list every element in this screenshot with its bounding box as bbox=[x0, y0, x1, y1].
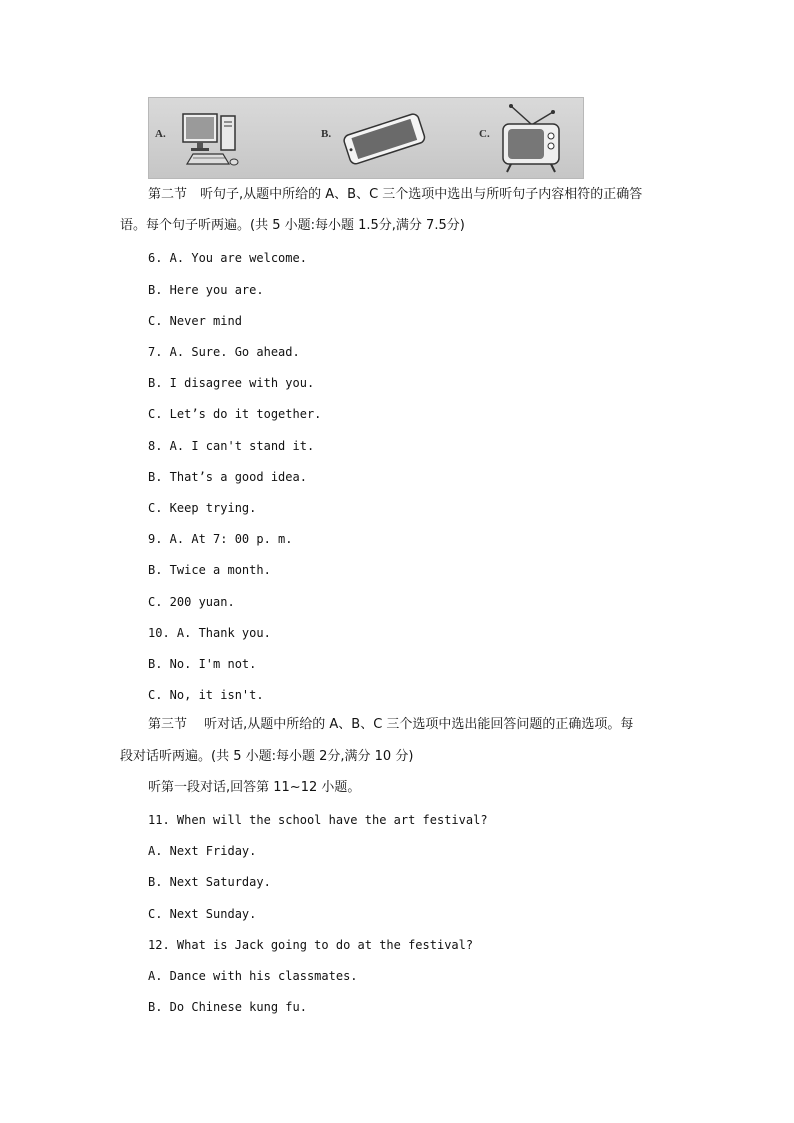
option-a-label: A. bbox=[155, 128, 166, 140]
list-item: C. No, it isn't. bbox=[148, 688, 264, 702]
television-icon bbox=[497, 102, 567, 176]
listening-picture-options bbox=[148, 97, 584, 179]
section2-heading-line1: 第二节 听句子,从题中所给的 A、B、C 三个选项中选出与所听句子内容相符的正确答 bbox=[148, 187, 643, 202]
section2-heading-line2: 语。每个句子听两遍。(共 5 小题:每小题 1.5分,满分 7.5分) bbox=[120, 218, 465, 233]
smartphone-icon bbox=[339, 110, 429, 166]
option-b-label: B. bbox=[321, 128, 332, 140]
list-item: 10. A. Thank you. bbox=[148, 626, 271, 640]
list-item: 9. A. At 7: 00 p. m. bbox=[148, 532, 293, 546]
list-item: C. Let’s do it together. bbox=[148, 407, 322, 421]
list-item: A. Dance with his classmates. bbox=[148, 969, 358, 983]
list-item: B. I disagree with you. bbox=[148, 376, 315, 390]
list-item: 12. What is Jack going to do at the festival? bbox=[148, 938, 474, 952]
list-item: B. That’s a good idea. bbox=[148, 470, 307, 484]
list-item: C. Keep trying. bbox=[148, 501, 257, 515]
list-item: C. Never mind bbox=[148, 314, 242, 328]
section3-heading-line2: 段对话听两遍。(共 5 小题:每小题 2分,满分 10 分) bbox=[120, 749, 414, 764]
list-item: 6. A. You are welcome. bbox=[148, 251, 307, 265]
list-item: B. Do Chinese kung fu. bbox=[148, 1000, 307, 1014]
list-item: B. Next Saturday. bbox=[148, 875, 271, 889]
section3-intro: 听第一段对话,回答第 11~12 小题。 bbox=[148, 780, 361, 795]
desktop-computer-icon bbox=[179, 106, 241, 172]
option-c-label: C. bbox=[479, 128, 490, 140]
list-item: B. Here you are. bbox=[148, 283, 264, 297]
list-item: 7. A. Sure. Go ahead. bbox=[148, 345, 300, 359]
list-item: A. Next Friday. bbox=[148, 844, 257, 858]
list-item: 8. A. I can't stand it. bbox=[148, 439, 315, 453]
list-item: 11. When will the school have the art festival? bbox=[148, 813, 488, 827]
section3-heading-line1: 第三节 听对话,从题中所给的 A、B、C 三个选项中选出能回答问题的正确选项。每 bbox=[148, 717, 634, 732]
list-item: B. Twice a month. bbox=[148, 563, 271, 577]
list-item: C. Next Sunday. bbox=[148, 907, 257, 921]
list-item: C. 200 yuan. bbox=[148, 595, 235, 609]
list-item: B. No. I'm not. bbox=[148, 657, 257, 671]
